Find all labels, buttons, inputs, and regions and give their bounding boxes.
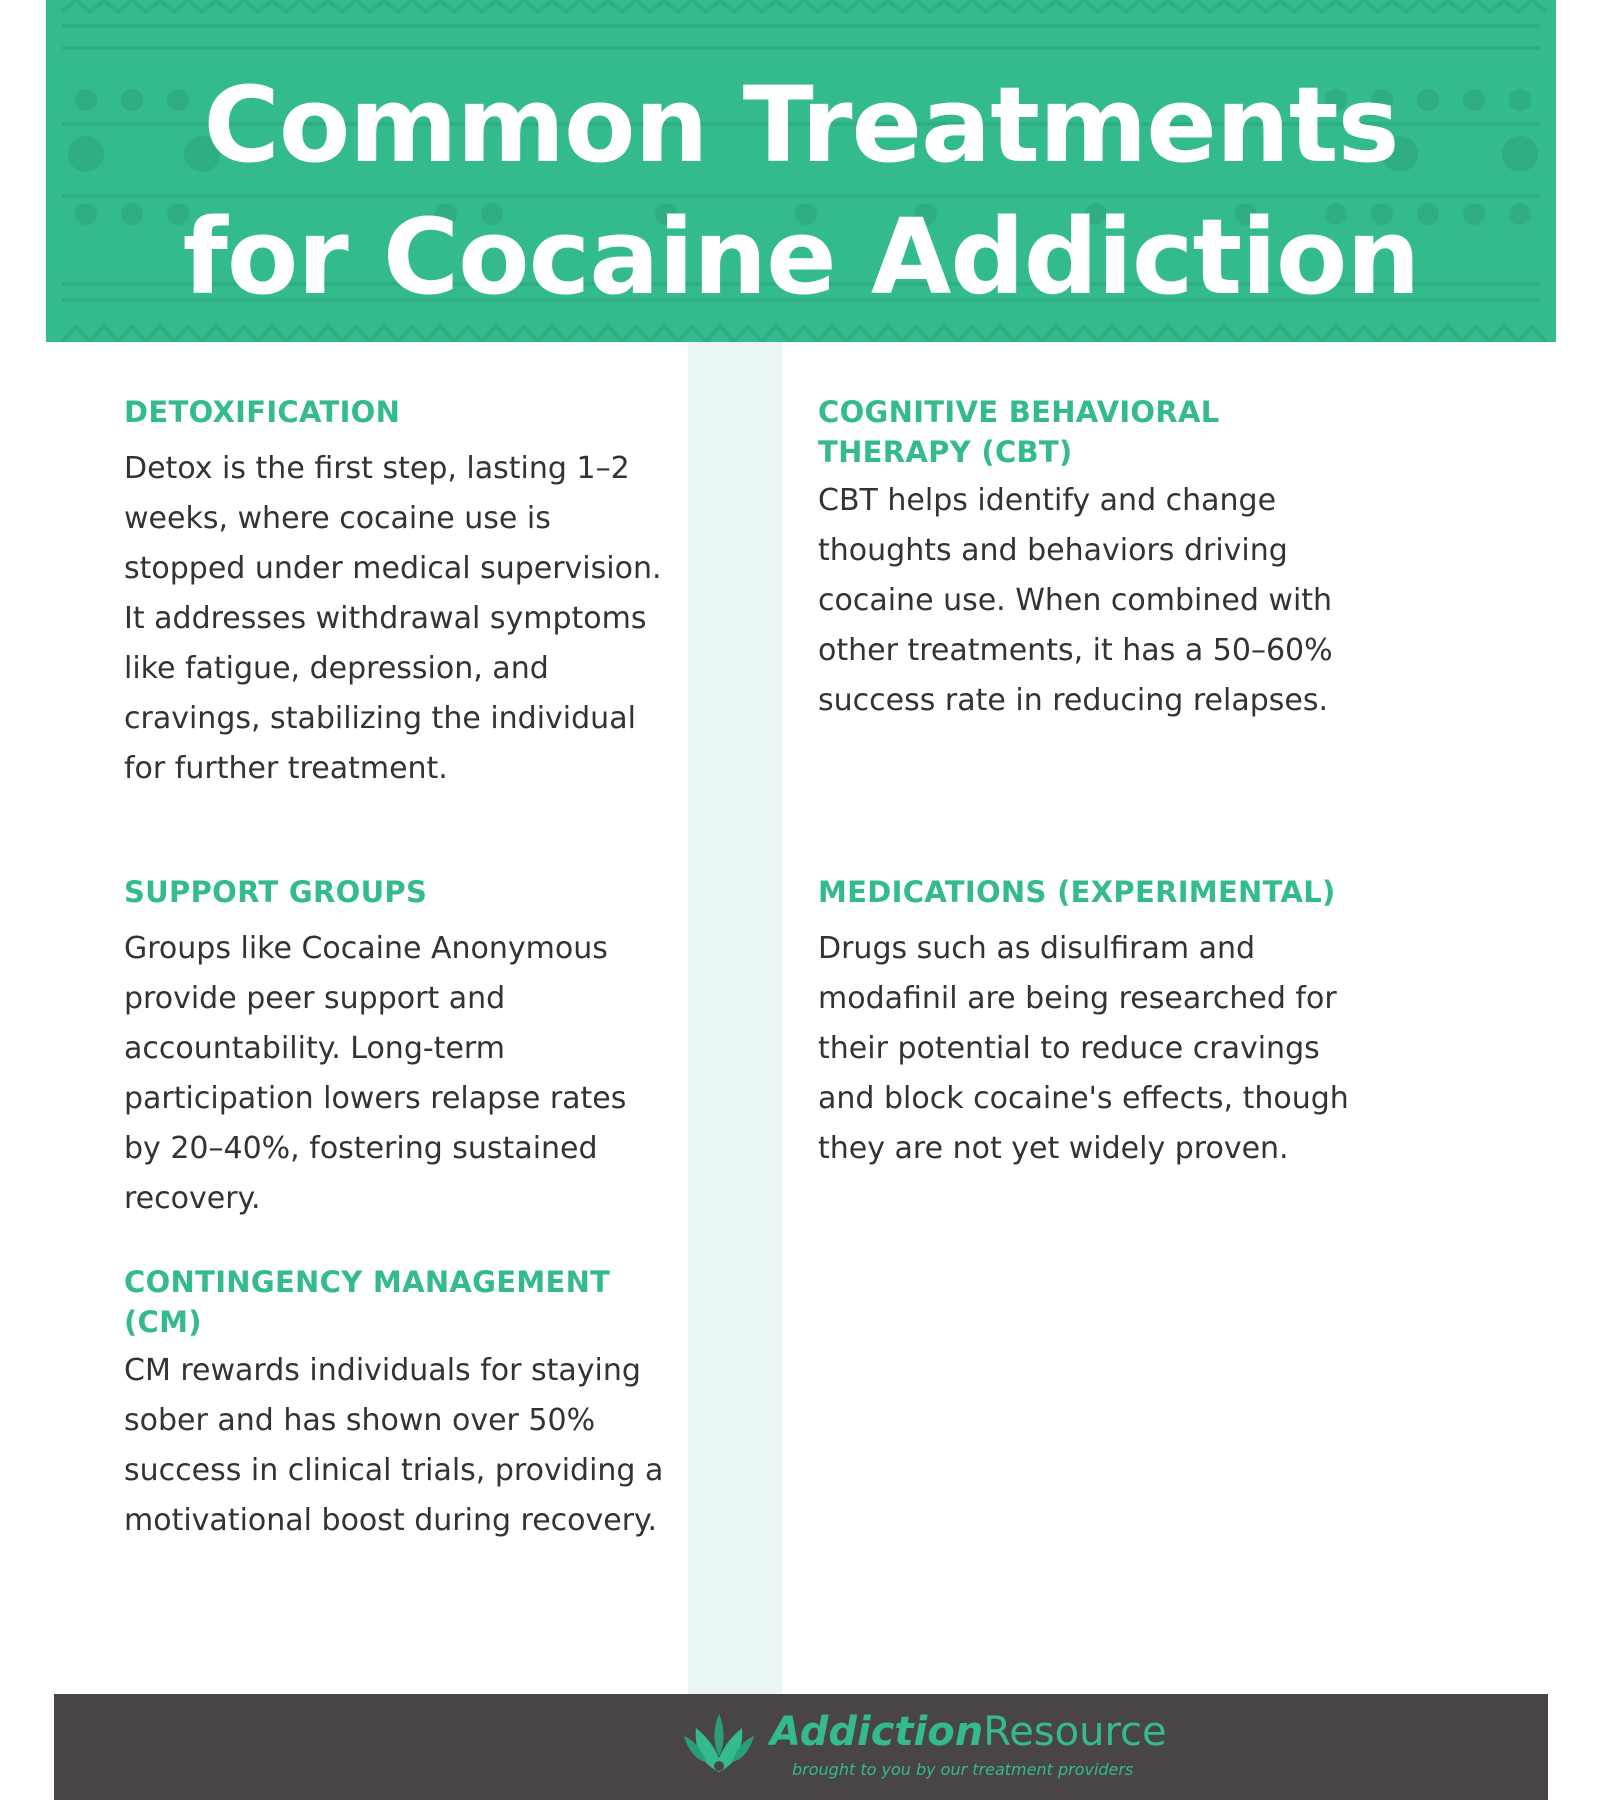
page-title-line2: for Cocaine Addiction	[182, 196, 1420, 318]
section-heading: SUPPORT GROUPS	[124, 875, 428, 909]
section-body: CM rewards individuals for staying sober and has shown over 50% success in clinical trials, providing a motivational boost during recovery.	[124, 1353, 664, 1538]
brand-logo[interactable]	[628, 1702, 1167, 1792]
page-title-line1: Common Treatments	[203, 64, 1399, 186]
section-heading: CONTINGENCY MANAGEMENT (CM)	[124, 1265, 611, 1339]
brand-tagline: brought to you by our treatment providers	[792, 1760, 1134, 1779]
section-contingency-management	[124, 1262, 664, 1546]
section-heading: COGNITIVE BEHAVIORAL THERAPY (CBT)	[818, 395, 1220, 469]
center-divider	[688, 342, 782, 1696]
section-body: Drugs such as disulfiram and modafinil are being researched for their potential to reduce cravings and block cocaine's effects, though they are not yet widely proven.	[818, 931, 1349, 1166]
footer-bar	[54, 1694, 1548, 1800]
section-detoxification	[124, 392, 664, 794]
header-banner	[46, 0, 1556, 342]
section-medications	[818, 872, 1358, 1174]
section-body: Groups like Cocaine Anonymous provide peer support and accountability. Long-term participation lowers relapse rates by 20–40%, fostering sustained recovery.	[124, 931, 627, 1216]
section-heading: MEDICATIONS (EXPERIMENTAL)	[818, 875, 1336, 909]
lotus-icon	[680, 1706, 758, 1786]
brand-name: AddictionResource	[770, 1709, 1167, 1755]
section-body: CBT helps identify and change thoughts and behaviors driving cocaine use. When combined with other treatments, it has a 50–60% success rate in reducing relapses.	[818, 483, 1333, 718]
section-support-groups	[124, 872, 664, 1224]
section-heading: DETOXIFICATION	[124, 395, 401, 429]
section-body: Detox is the first step, lasting 1–2 weeks, where cocaine use is stopped under medical supervision. It addresses withdrawal symptoms like fatigue, depression, and cravings, stabilizing the individual for further treatment.	[124, 451, 662, 786]
section-cbt	[818, 392, 1378, 726]
